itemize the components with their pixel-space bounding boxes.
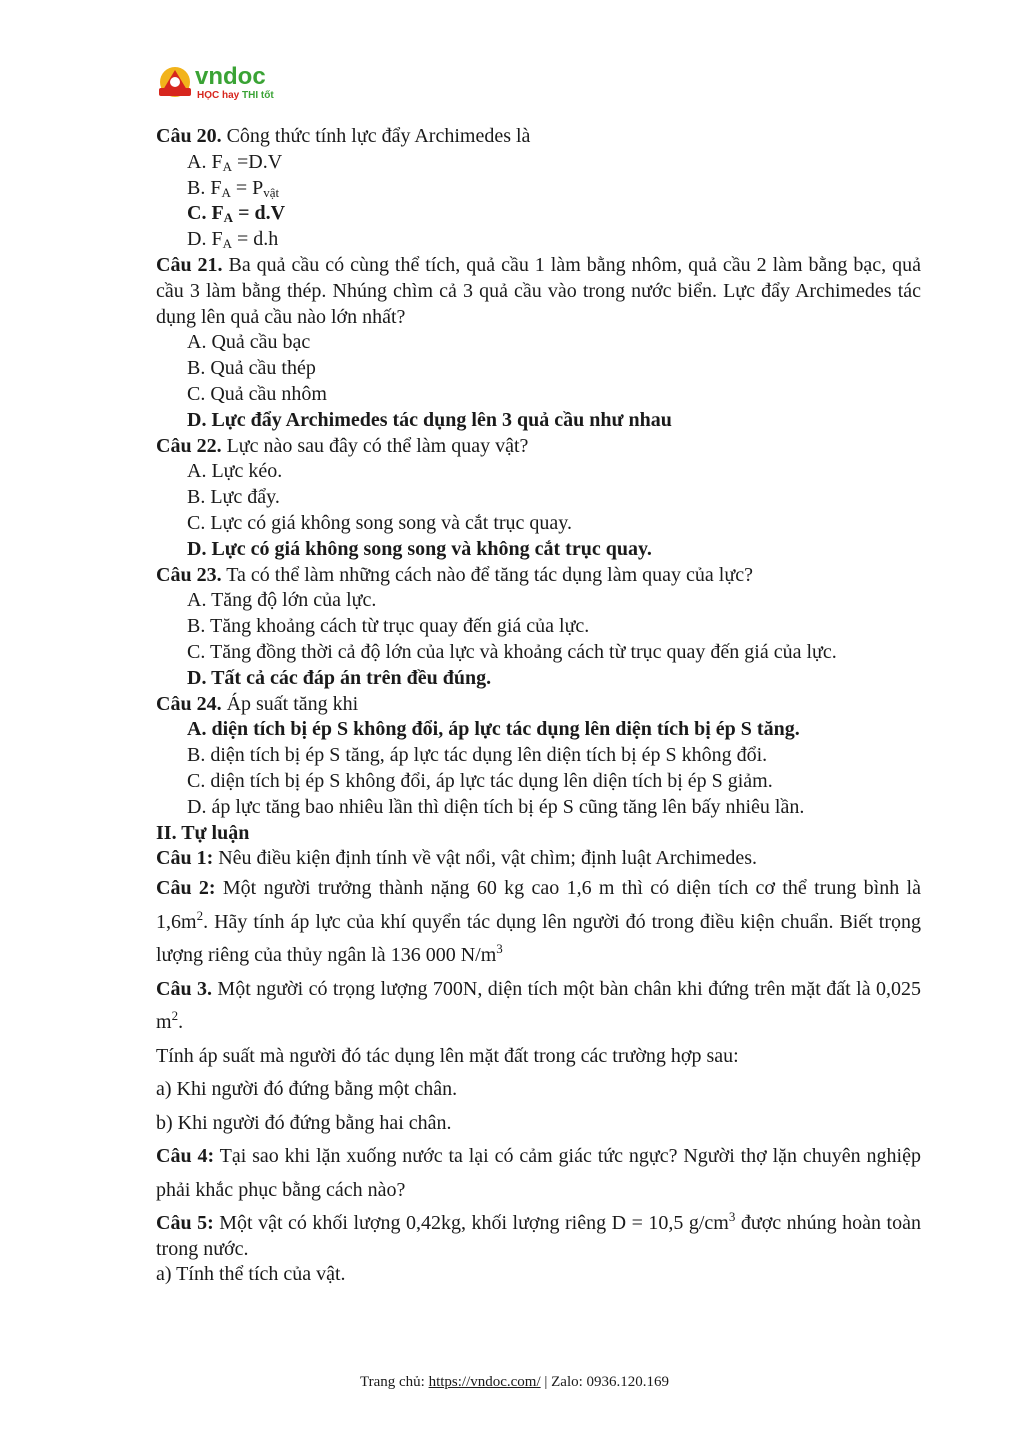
footer-home-link[interactable]: https://vndoc.com/ xyxy=(428,1374,541,1390)
page-footer xyxy=(0,1374,1029,1391)
essay-question-4: Câu 4: Tại sao khi lặn xuống nước ta lại có cảm giác tức ngực? Người thợ lặn chuyên nghiệp phải khắc phục bằng cách nào? xyxy=(156,1145,921,1201)
q21-option-b: B. Quả cầu thép xyxy=(187,357,316,380)
q21-option-c: C. Quả cầu nhôm xyxy=(187,382,327,405)
question-number: Câu 5: xyxy=(156,1212,214,1235)
q21-option-a: A. Quả cầu bạc xyxy=(187,331,311,354)
vndoc-logo-icon xyxy=(155,60,295,104)
footer-prefix: Trang chủ: xyxy=(359,1374,429,1390)
vndoc-logo[interactable] xyxy=(155,60,295,104)
q20-option-d: D. FA = d.h xyxy=(187,228,279,252)
question-text: Công thức tính lực đẩy Archimedes là xyxy=(221,125,531,147)
q24-option-a-correct: A. diện tích bị ép S không đổi, áp lực tác dụng lên diện tích bị ép S tăng. xyxy=(187,718,800,741)
q23-option-c: C. Tăng đồng thời cả độ lớn của lực và khoảng cách từ trục quay đến giá của lực. xyxy=(187,640,837,663)
question-21 xyxy=(156,253,921,330)
question-text: Ta có thể làm những cách nào để tăng tác dụng làm quay của lực? xyxy=(221,563,753,586)
q22-option-a: A. Lực kéo. xyxy=(187,460,283,483)
footer-suffix: | Zalo: 0936.120.169 xyxy=(540,1374,670,1390)
svg-text:HỌC hay THI tốt xyxy=(197,89,274,101)
q24-option-b: B. diện tích bị ép S tăng, áp lực tác dụng lên diện tích bị ép S không đổi. xyxy=(187,744,768,767)
question-number: Câu 4: xyxy=(156,1145,215,1168)
q21-option-d-correct: D. Lực đẩy Archimedes tác dụng lên 3 quả cầu như nhau xyxy=(187,408,672,431)
essay-question-5-part-a: a) Tính thể tích của vật. xyxy=(156,1263,346,1286)
question-23 xyxy=(156,563,921,589)
document-body xyxy=(156,124,921,1288)
essay-question-3: Câu 3. Một người có trọng lượng 700N, diện tích một bàn chân khi đứng trên mặt đất là 0,025 $m^2$. xyxy=(156,977,921,1034)
question-number: Câu 22. xyxy=(156,434,222,457)
q24-option-d: D. áp lực tăng bao nhiêu lần thì diện tích bị ép S cũng tăng lên bấy nhiêu lần. xyxy=(187,795,805,818)
question-text: Áp suất tăng khi xyxy=(221,692,359,715)
logo-brand: vndoc xyxy=(195,63,266,90)
question-text: Ba quả cầu có cùng thể tích, quả cầu 1 làm bằng nhôm, quả cầu 2 làm bằng bạc, quả cầu 3 làm bằng thép. Nhúng chìm cả 3 quả cầu vào trong nước biển. Lực đẩy Archimedes tác dụng lên quả cầu nào lớn nhất? xyxy=(156,253,921,328)
logo-tagline-b: THI tốt xyxy=(242,90,274,101)
essay-question-3-intro: Tính áp suất mà người đó tác dụng lên mặt đất trong các trường hợp sau: xyxy=(156,1044,739,1067)
question-20 xyxy=(156,124,921,150)
q20-option-b: B. FA = Pvật xyxy=(187,176,280,200)
q20-option-a: A. FA =D.V xyxy=(187,150,283,174)
q22-option-b: B. Lực đẩy. xyxy=(187,486,280,509)
question-number: Câu 23. xyxy=(156,563,222,586)
question-number: Câu 24. xyxy=(156,692,222,715)
question-number: Câu 20. xyxy=(156,125,222,147)
q20-option-c-correct: C. FA = d.V xyxy=(187,202,286,226)
essay-question-1 xyxy=(156,846,921,872)
question-text: Nêu điều kiện định tính về vật nổi, vật chìm; định luật Archimedes. xyxy=(213,847,758,870)
essay-question-2: Câu 2: Một người trưởng thành nặng 60 kg cao 1,6 m thì có diện tích cơ thể trung bình là $1,6m^2$. Hãy tính áp lực của khí quyển tác dụng lên người đó trong điều kiện chuẩn. Biết trọng lượng riêng của thủy ngân là 136 000 $N/m^3$ xyxy=(156,877,921,967)
question-number: Câu 1: xyxy=(156,847,214,870)
section-heading-essay: II. Tự luận xyxy=(156,821,250,844)
q23-option-d-correct: D. Tất cả các đáp án trên đều đúng. xyxy=(187,666,492,689)
question-text: Lực nào sau đây có thể làm quay vật? xyxy=(221,434,529,457)
essay-question-3-part-a: a) Khi người đó đứng bằng một chân. xyxy=(156,1078,458,1101)
q23-option-a: A. Tăng độ lớn của lực. xyxy=(187,589,377,612)
q24-option-c: C. diện tích bị ép S không đổi, áp lực tác dụng lên diện tích bị ép S giảm. xyxy=(187,769,773,792)
essay-question-3-part-b: b) Khi người đó đứng bằng hai chân. xyxy=(156,1111,452,1134)
q23-option-b: B. Tăng khoảng cách từ trục quay đến giá của lực. xyxy=(187,615,590,638)
question-24 xyxy=(156,692,921,718)
question-number: Câu 21. xyxy=(156,253,223,276)
q22-option-d-correct: D. Lực có giá không song song và không cắt trục quay. xyxy=(187,537,652,560)
q22-option-c: C. Lực có giá không song song và cắt trục quay. xyxy=(187,511,573,534)
question-number: Câu 2: xyxy=(156,877,216,900)
essay-question-5: Câu 5: Một vật có khối lượng 0,42kg, khối lượng riêng D = 10,5 $g/cm^3$ được nhúng hoàn toàn trong nước. xyxy=(156,1209,921,1260)
question-22 xyxy=(156,434,921,460)
question-number: Câu 3. xyxy=(156,977,212,1000)
logo-tagline-a: HỌC hay xyxy=(197,90,243,101)
